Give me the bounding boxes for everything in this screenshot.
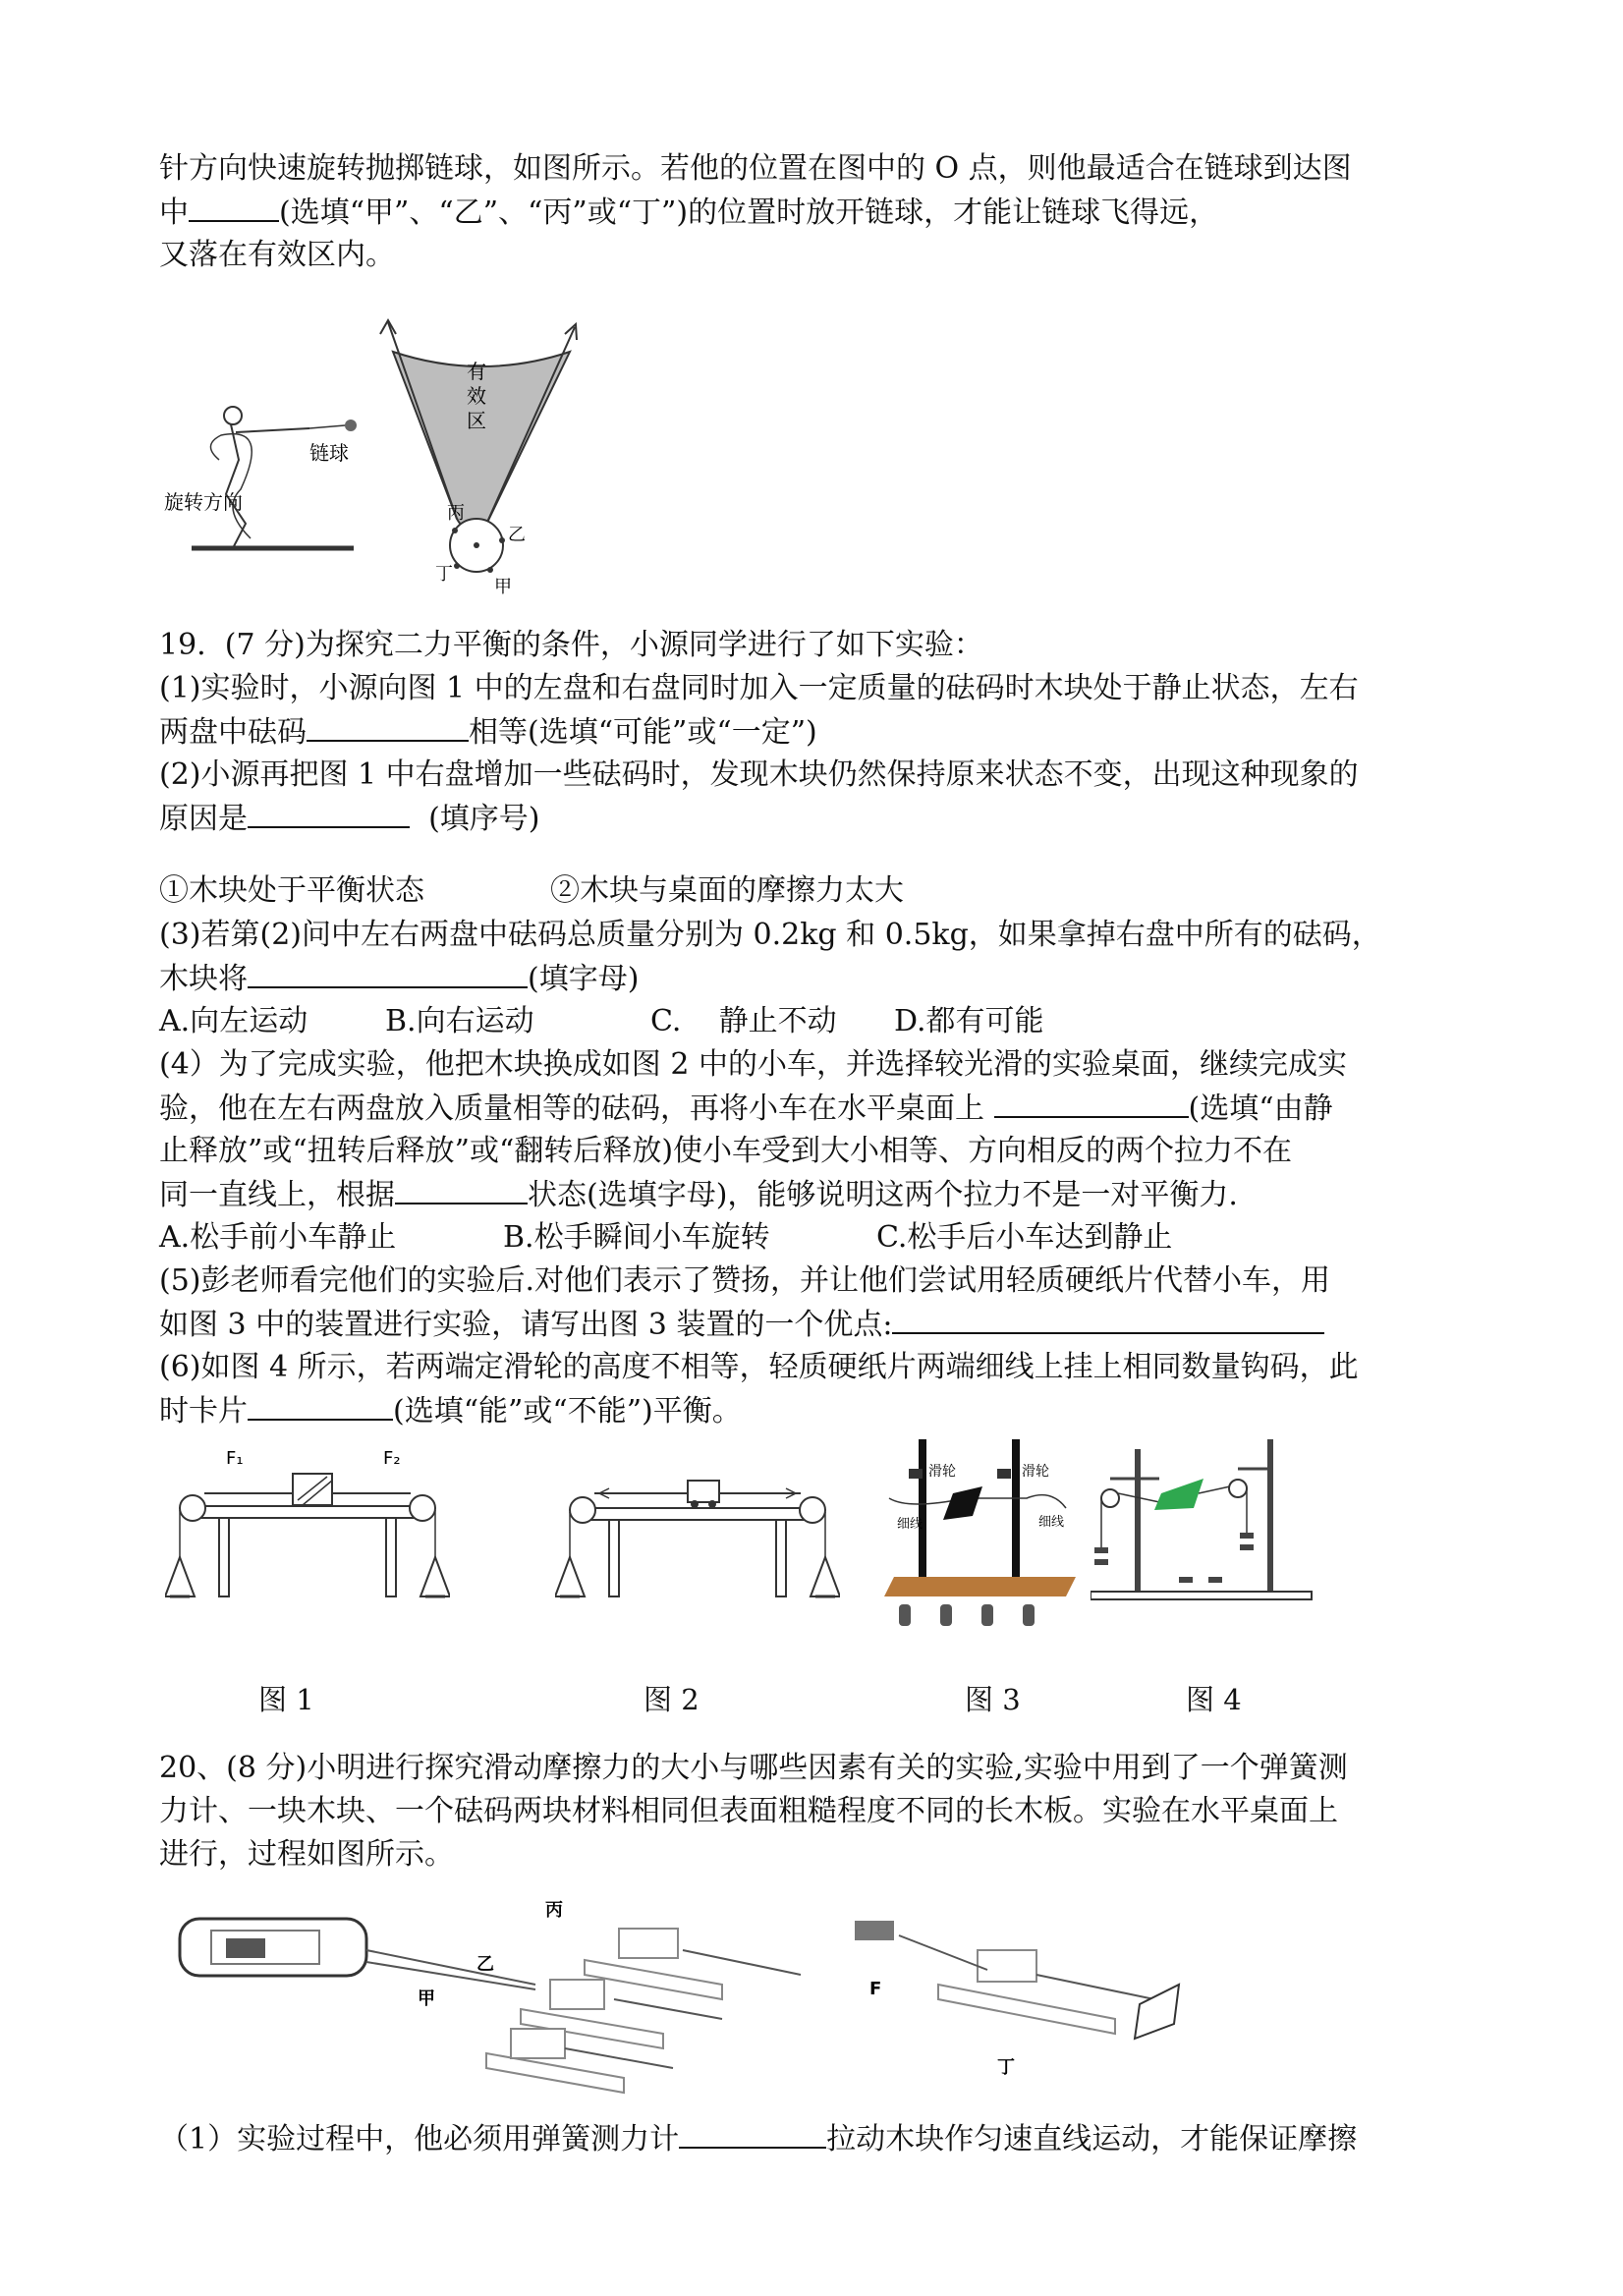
q18-line-2 bbox=[159, 191, 1218, 235]
q20-line-2: 力计、一块木块、一个砝码两块材料相同但表面粗糙程度不同的长木板。实验在水平桌面上 bbox=[159, 1794, 1338, 1828]
pulley-left-icon bbox=[570, 1497, 595, 1523]
q19-s1-line1: (1)实验时，小源向图 1 中的左盘和右盘同时加入一定质量的砝码时木块处于静止状态，左右 bbox=[159, 671, 1359, 705]
pulley-left-icon bbox=[909, 1469, 923, 1479]
q19-s4-blank-1[interactable] bbox=[994, 1087, 1189, 1118]
label-f: F bbox=[869, 1979, 882, 1999]
q19-s4-choice-c: C.松手后小车达到静止 bbox=[876, 1220, 1173, 1255]
q19-s6-blank[interactable] bbox=[248, 1389, 393, 1421]
hammer-wire bbox=[309, 425, 345, 428]
hammer-ball-icon bbox=[345, 420, 357, 431]
label-jia: 甲 bbox=[418, 1988, 435, 2009]
pan-left bbox=[165, 1557, 195, 1596]
q20-s1-line: （1）实验过程中，他必须用弹簧测力计 拉动木块作匀速直线运动，才能保证摩擦 bbox=[159, 2117, 1357, 2161]
green-card bbox=[1154, 1479, 1203, 1510]
q19-s3-choice-c: C. 静止不动 bbox=[650, 1004, 837, 1038]
q19-s2-line1: (2)小源再把图 1 中右盘增加一些砝码时，发现木块仍然保持原来状态不变，出现这种现象的 bbox=[159, 757, 1359, 792]
q19-s4-line4: 同一直线上，根据 状态(选填字母)，能够说明这两个拉力不是一对平衡力. bbox=[159, 1173, 1238, 1217]
q19-s1-blank[interactable] bbox=[307, 710, 469, 742]
table-top bbox=[195, 1506, 420, 1518]
q19-s3-line2: 木块将 (填字母) bbox=[159, 957, 639, 1001]
q19-s5-blank[interactable] bbox=[892, 1303, 1324, 1334]
label-ball: 链球 bbox=[309, 441, 349, 465]
point-o bbox=[474, 542, 479, 548]
q19-s3-choice-d: D.都有可能 bbox=[894, 1004, 1044, 1038]
label-zone-1: 有 bbox=[467, 360, 486, 383]
q19-s4-choice-a: A.松手前小车静止 bbox=[159, 1220, 397, 1255]
pulley-right-icon bbox=[410, 1495, 435, 1521]
label-direction: 旋转方向 bbox=[164, 490, 243, 514]
stand-left bbox=[1135, 1449, 1141, 1592]
pan-left bbox=[555, 1557, 585, 1596]
q19-s1-line2: 两盘中砝码 相等(选填“可能”或“一定”) bbox=[159, 710, 817, 755]
pan-right bbox=[811, 1557, 840, 1596]
label-string-right: 细线 bbox=[1038, 1515, 1065, 1530]
hand-icon bbox=[855, 1921, 894, 1940]
base bbox=[1091, 1592, 1312, 1599]
label-yi: 乙 bbox=[508, 525, 526, 545]
pull-hand-icon bbox=[1135, 1985, 1179, 2039]
pole-left bbox=[919, 1439, 926, 1577]
q19-option-1: ①木块处于平衡状态 bbox=[159, 873, 424, 908]
q19-s3-choice-b: B.向右运动 bbox=[385, 1004, 534, 1038]
q18-line-3: 又落在有效区内。 bbox=[159, 238, 395, 272]
table-top bbox=[585, 1508, 811, 1520]
q19-s6-line1: (6)如图 4 所示，若两端定滑轮的高度不相等，轻质硬纸片两端细线上挂上相同数量钩码，此 bbox=[159, 1350, 1359, 1384]
stand-right bbox=[1267, 1439, 1273, 1592]
label-f1: F₁ bbox=[226, 1448, 244, 1469]
figure-3 bbox=[879, 1439, 1095, 1636]
q19-s2-blank[interactable] bbox=[248, 797, 410, 828]
caption-figure-1: 图 1 bbox=[258, 1683, 314, 1716]
q18-line-1: 针方向快速旋转抛掷链球，如图所示。若他的位置在图中的 O 点，则他最适合在链球到达图 bbox=[159, 151, 1352, 186]
q19-s3-choice-a: A.向左运动 bbox=[159, 1004, 308, 1038]
small-cart bbox=[688, 1481, 719, 1502]
q20-line-3: 进行，过程如图所示。 bbox=[159, 1837, 454, 1872]
label-jia: 甲 bbox=[494, 577, 512, 597]
pan-right bbox=[420, 1557, 450, 1596]
thrower-arm bbox=[236, 428, 309, 432]
label-bing: 丙 bbox=[447, 503, 465, 524]
caption-figure-4: 图 4 bbox=[1186, 1683, 1242, 1716]
caption-figure-3: 图 3 bbox=[965, 1683, 1021, 1716]
q19-option-2: ②木块与桌面的摩擦力太大 bbox=[550, 873, 904, 908]
label-pulley-right: 滑轮 bbox=[1022, 1464, 1049, 1480]
label-f2: F₂ bbox=[383, 1448, 401, 1469]
label-yi: 乙 bbox=[476, 1954, 494, 1975]
figure-1 bbox=[165, 1439, 450, 1636]
thrower-head bbox=[224, 407, 242, 424]
q19-s3-line1: (3)若第(2)问中左右两盘中砝码总质量分别为 0.2kg 和 0.5kg，如果拿掉右盘中所有的砝码， bbox=[159, 918, 1381, 952]
q20-line-1: 20、(8 分)小明进行探究滑动摩擦力的大小与哪些因素有关的实验,实验中用到了一个弹簧测 bbox=[159, 1751, 1348, 1785]
paper-card bbox=[943, 1486, 982, 1520]
q19-s5-line2: 如图 3 中的装置进行实验，请写出图 3 装置的一个优点: bbox=[159, 1303, 1324, 1347]
q19-s5-line1: (5)彭老师看完他们的实验后.对他们表示了赞扬，并让他们尝试用轻质硬纸片代替小车，用 bbox=[159, 1263, 1331, 1298]
pole-right bbox=[1012, 1439, 1020, 1577]
q19-s4-line3: 止释放”或“扭转后释放”或“翻转后释放)使小车受到大小相等、方向相反的两个拉力不在 bbox=[159, 1134, 1293, 1168]
label-ding: 丁 bbox=[997, 2057, 1015, 2078]
pulley-right-icon bbox=[1229, 1480, 1247, 1497]
label-pulley-left: 滑轮 bbox=[928, 1464, 956, 1480]
spring-scale-icon bbox=[226, 1938, 265, 1958]
weights bbox=[899, 1604, 1035, 1626]
label-string-left: 细线 bbox=[897, 1517, 923, 1532]
q19-s3-blank[interactable] bbox=[248, 957, 528, 988]
q18-text: 中 bbox=[159, 196, 189, 230]
label-zone-3: 区 bbox=[467, 409, 486, 432]
q19-s2-line2: 原因是 (填序号) bbox=[159, 797, 539, 841]
q20-s1-blank[interactable] bbox=[679, 2117, 826, 2149]
friction-figure bbox=[172, 1891, 1213, 2098]
q19-s4-line1: (4）为了完成实验，他把木块换成如图 2 中的小车，并选择较光滑的实验桌面，继续完成实 bbox=[159, 1047, 1347, 1082]
wood-board bbox=[884, 1577, 1076, 1596]
pulley-left-icon bbox=[180, 1495, 205, 1521]
wood-block bbox=[293, 1474, 332, 1505]
label-zone-2: 效 bbox=[467, 384, 486, 408]
pulley-left-icon bbox=[1101, 1489, 1119, 1507]
q19-heading: 19. (7 分)为探究二力平衡的条件，小源同学进行了如下实验： bbox=[159, 628, 983, 662]
label-bing: 丙 bbox=[545, 1900, 563, 1921]
q19-s4-blank-2[interactable] bbox=[395, 1173, 528, 1204]
hook-weights bbox=[1094, 1533, 1254, 1583]
q18-text: (选填“甲”、“乙”、“丙”或“丁”)的位置时放开链球，才能让链球飞得远， bbox=[279, 196, 1219, 230]
q18-answer-blank[interactable] bbox=[189, 191, 279, 222]
figure-4 bbox=[1091, 1439, 1326, 1636]
pulley-right-icon bbox=[800, 1497, 825, 1523]
boards-left bbox=[486, 1929, 722, 2093]
hammer-throw-figure bbox=[162, 312, 594, 597]
caption-figure-2: 图 2 bbox=[644, 1683, 700, 1716]
q19-s4-line2: 验，他在左右两盘放入质量相等的砝码，再将小车在水平桌面上 (选填“由静 bbox=[159, 1087, 1333, 1131]
pulley-right-icon bbox=[997, 1469, 1011, 1479]
label-ding: 丁 bbox=[435, 564, 453, 585]
figure-2 bbox=[555, 1439, 840, 1636]
q19-s4-choice-b: B.松手瞬间小车旋转 bbox=[503, 1220, 770, 1255]
board-right bbox=[938, 1950, 1115, 2034]
q19-s6-line2: 时卡片 (选填“能”或“不能”)平衡。 bbox=[159, 1389, 742, 1433]
